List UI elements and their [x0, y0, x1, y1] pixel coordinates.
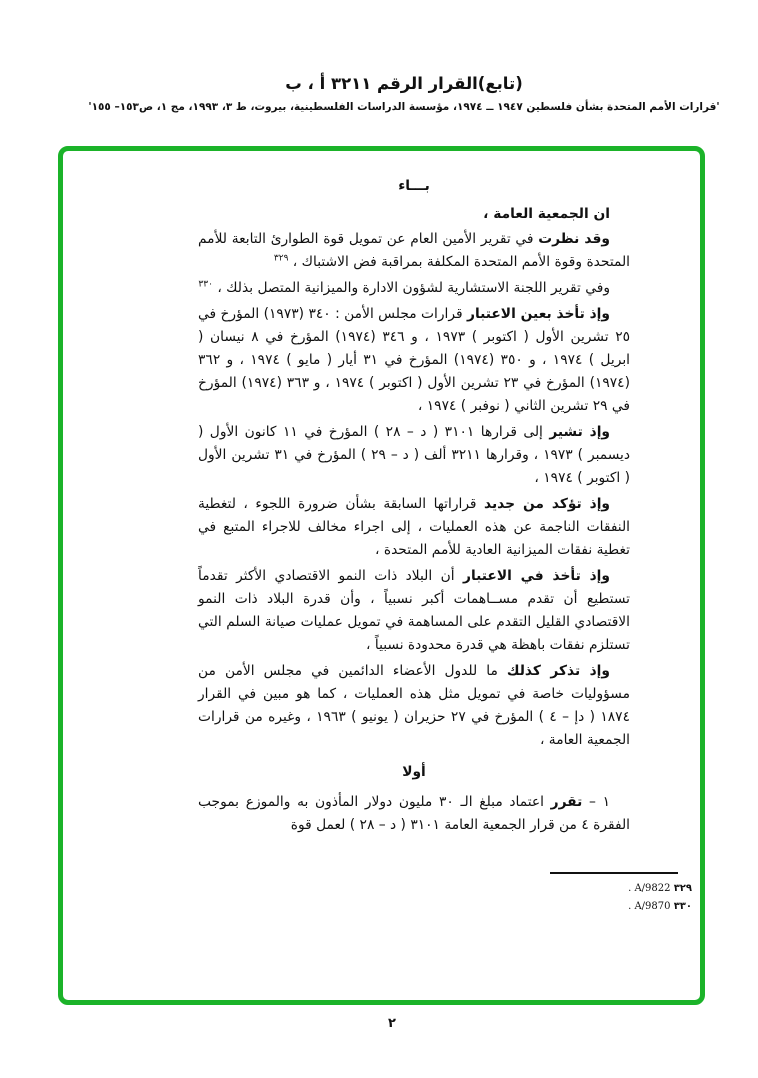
- paragraph-text: في تقرير الأمين العام عن تمويل قوة الطوارئ التابعة للأمم المتحدة وقوة الأمم المتحدة المكلفة بمراقبة فض الاشتباك ،: [198, 231, 630, 270]
- footnote-separator: [550, 872, 678, 874]
- footnote-reference: A/9822 .: [628, 883, 671, 894]
- page-header: [50, 74, 758, 113]
- operative-number: ١ –: [582, 794, 610, 810]
- paragraph-text: قراراتها السابقة بشأن ضرورة اللجوء ، لتغطية النفقات الناجمة عن هذه العمليات ، إلى اجراء مخالف للاجراء المتبع في تغطية نفقات الميزانية العادية للأمم المتحدة ،: [198, 496, 630, 558]
- assembly-line: ان الجمعية العامة ،: [483, 206, 610, 222]
- paragraph-text: أن البلاد ذات النمو الاقتصادي الأكثر تقدماً تستطيع أن تقدم مســاهمات أكبر نسبياً ، وأن قدرة البلاد ذات النمو الاقتصادي القليل التقدم على المساهمة في تمويل عمليات صيانة السلم التي تستلزم نفقات باهظة هي قدرة محدودة نسبياً ،: [198, 568, 630, 653]
- paragraph-lead: وإذ تشير: [549, 424, 610, 440]
- preamble-paragraph: [198, 660, 630, 752]
- paragraph-text: قرارات مجلس الأمن : ٣٤٠ (١٩٧٣) المؤرخ في ٢٥ تشرين الأول ( اكتوبر ) ١٩٧٣ ، و ٣٤٦ (١٩٧٤) المؤرخ في ٨ نيسان ( ابريل ) ١٩٧٤ ، و ٣٥٠ (١٩٧٤) المؤرخ في ٣١ أيار ( مايو ) ١٩٧٤ ، و ٣٦٢ (١٩٧٤) المؤرخ في ٢٣ تشرين الأول ( اكتوبر ) ١٩٧٤ ، و ٣٦٣ (١٩٧٤) المؤرخ في ٢٩ تشرين الثاني ( نوفبر ) ١٩٧٤ ،: [198, 306, 631, 414]
- footnote-number: ٣٢٩: [673, 883, 692, 894]
- paragraph-text: ما للدول الأعضاء الدائمين في مجلس الأمن من مسؤوليات خاصة في تمويل مثل هذه العمليات ، كما هو مبين في القرار ١٨٧٤ ( دإ – ٤ ) المؤرخ في ٢٧ حزيران ( يونيو ) ١٩٦٣ ، وغيره من قرارات الجمعية العامة ،: [198, 663, 631, 748]
- paragraph-lead: وقد نظرت: [538, 231, 610, 247]
- paragraph-lead: وإذ تذكر كذلك: [506, 663, 610, 679]
- paragraph-text: وفي تقرير اللجنة الاستشارية لشؤون الادارة والميزانية المتصل بذلك ،: [212, 280, 610, 296]
- paragraph-lead: وإذ تؤكد من جديد: [484, 496, 611, 512]
- footnote-marker: ٣٣٠: [198, 279, 213, 290]
- source-citation: 'قرارات الأمم المتحدة بشأن فلسطين ١٩٤٧ ــ ١٩٧٤، مؤسسة الدراسات الفلسطينية، بيروت، ط ٣، ١٩٩٣، مج ١، ص١٥٣– ١٥٥': [88, 101, 720, 113]
- preamble-paragraph: [198, 565, 630, 657]
- preamble-paragraph: [198, 303, 630, 418]
- paragraph-lead: وإذ تأخذ بعين الاعتبار: [467, 306, 610, 322]
- resolution-body: [198, 175, 630, 840]
- footnotes-block: [462, 872, 692, 915]
- preamble-paragraph: [198, 493, 630, 562]
- preamble-paragraph: [198, 421, 630, 490]
- footnote-number: ٣٣٠: [673, 900, 692, 912]
- paragraph-lead: وإذ تأخذ في الاعتبار: [463, 568, 610, 584]
- footnote-reference: A/9870 .: [628, 900, 671, 912]
- paragraph-lead: تقرر: [550, 794, 583, 810]
- page-number: ٢: [388, 1016, 396, 1031]
- heading-first: أولا: [402, 764, 426, 780]
- section-letter: بـــاء: [398, 178, 430, 194]
- operative-paragraph: [198, 791, 630, 837]
- footnote-row: [462, 880, 692, 898]
- paragraph-text: إلى قرارها ٣١٠١ ( د – ٢٨ ) المؤرخ في ١١ كانون الأول ( ديسمبر ) ١٩٧٣ ، وقرارها ٣٢١١ ألف ( د – ٢٩ ) المؤرخ في ٣١ تشرين الأول ( اكتوبر ) ١٩٧٤ ،: [198, 424, 631, 486]
- preamble-paragraph: [198, 277, 630, 300]
- preamble-paragraph: [198, 228, 630, 274]
- resolution-title: (تابع)القرار الرقم ٣٢١١ أ ، ب: [285, 74, 523, 93]
- paragraph-text: اعتماد مبلغ الـ ٣٠ مليون دولار المأذون به والموزع بموجب الفقرة ٤ من قرار الجمعية العامة ٣١٠١ ( د – ٢٨ ) لعمل قوة: [198, 794, 630, 833]
- footnote-row: [462, 898, 692, 916]
- footnote-marker: ٣٢٩: [273, 253, 289, 264]
